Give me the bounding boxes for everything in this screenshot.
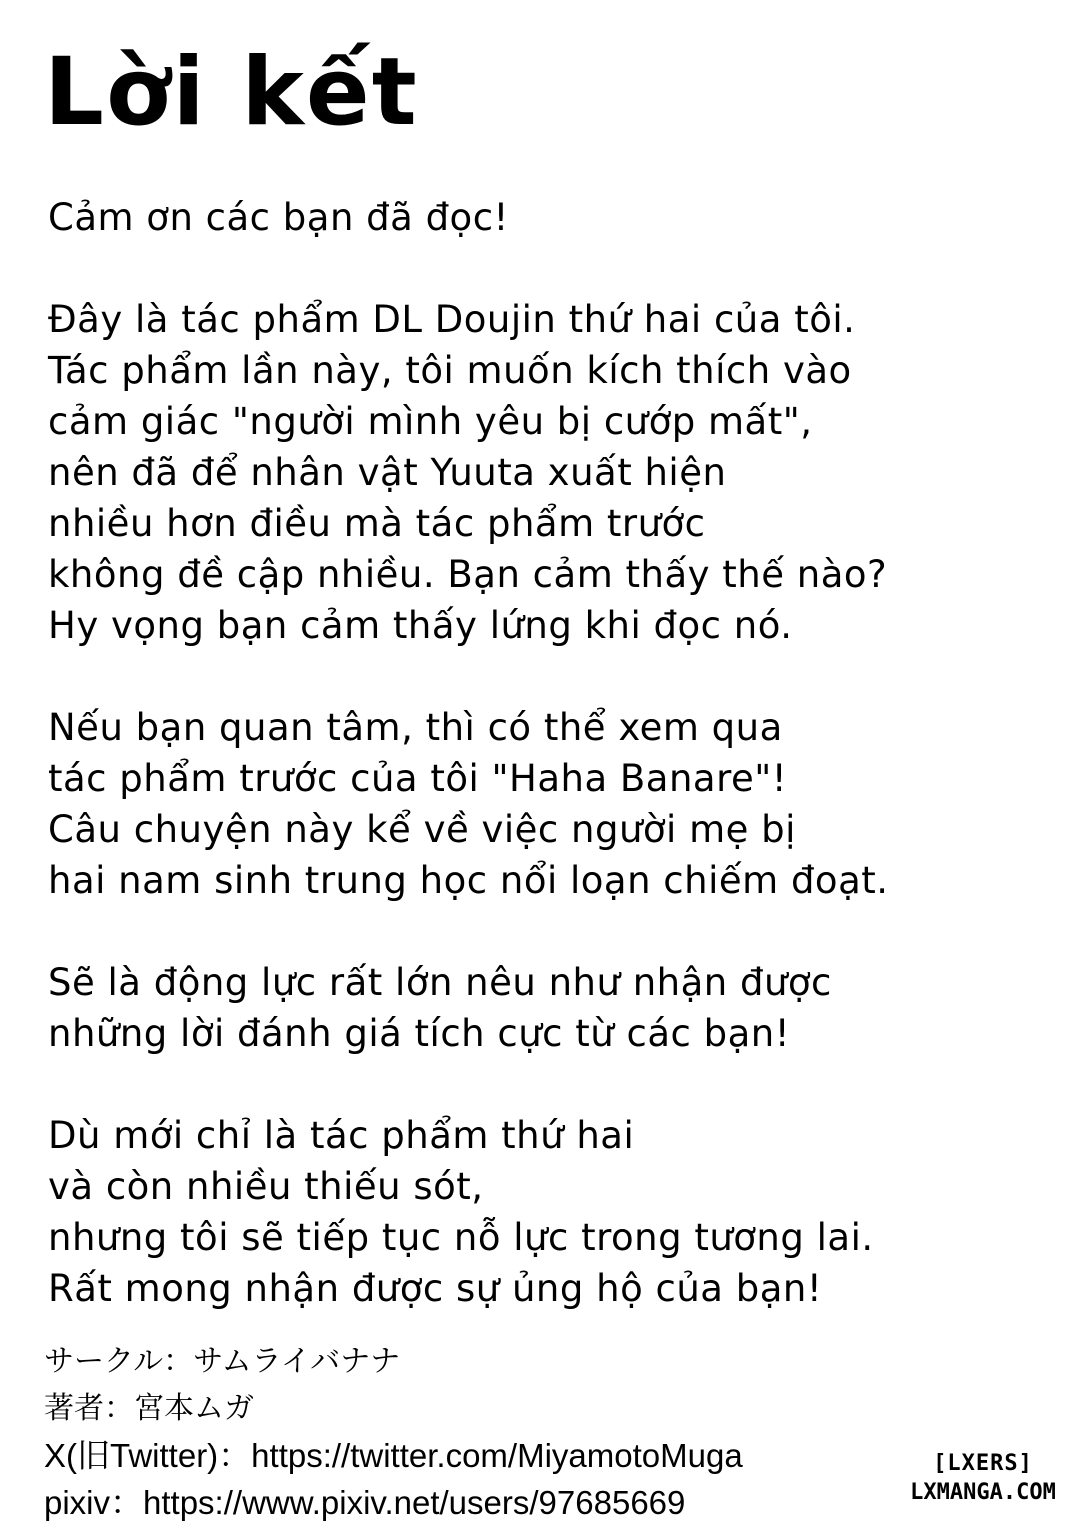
watermark-logo	[898, 1450, 1068, 1508]
text-line: Nếu bạn quan tâm, thì có thể xem qua	[48, 706, 783, 749]
text-line: Đây là tác phẩm DL Doujin thứ hai của tôi.	[48, 298, 856, 341]
watermark-top: [LXERS]	[933, 1451, 1033, 1476]
text-line: nhiều hơn điều mà tác phẩm trước	[48, 502, 706, 545]
paragraph-gap	[48, 651, 1058, 702]
text-line: và còn nhiều thiếu sót,	[48, 1165, 484, 1208]
text-line: Câu chuyện này kể về việc người mẹ bị	[48, 808, 796, 851]
text-line: Sẽ là động lực rất lớn nêu như nhận được	[48, 961, 832, 1004]
text-line: Dù mới chỉ là tác phẩm thứ hai	[48, 1114, 635, 1157]
paragraph-gap	[48, 1059, 1058, 1110]
text-line: Hy vọng bạn cảm thấy lứng khi đọc nó.	[48, 604, 793, 647]
afterword-body	[48, 192, 1058, 1314]
page-title: Lời kết	[44, 38, 419, 147]
text-line: tác phẩm trước của tôi "Haha Banare"!	[48, 757, 788, 800]
text-line: Cảm ơn các bạn đã đọc!	[48, 196, 509, 239]
text-line: những lời đánh giá tích cực từ các bạn!	[48, 1012, 791, 1055]
circle-credit: サークル：サムライバナナ	[44, 1344, 401, 1379]
text-line: hai nam sinh trung học nổi loạn chiếm đoạt.	[48, 859, 889, 902]
text-line: cảm giác "người mình yêu bị cướp mất",	[48, 400, 813, 443]
author-credit: 著者：宮本ムガ	[44, 1391, 254, 1426]
text-line: nhưng tôi sẽ tiếp tục nỗ lực trong tương lai.	[48, 1216, 874, 1259]
credits	[44, 1338, 743, 1526]
text-line: Rất mong nhận được sự ủng hộ của bạn!	[48, 1267, 823, 1310]
twitter-link[interactable]: X(旧Twitter)：https://twitter.com/MiyamotoMuga	[44, 1437, 743, 1474]
watermark-bottom: LXMANGA.COM	[910, 1480, 1056, 1505]
paragraph-gap	[48, 243, 1058, 294]
text-line: không đề cập nhiều. Bạn cảm thấy thế nào?	[48, 553, 888, 596]
text-line: Tác phẩm lần này, tôi muốn kích thích vào	[48, 349, 852, 392]
pixiv-link[interactable]: pixiv：https://www.pixiv.net/users/97685669	[44, 1484, 686, 1521]
text-line: nên đã để nhân vật Yuuta xuất hiện	[48, 451, 727, 494]
paragraph-gap	[48, 906, 1058, 957]
